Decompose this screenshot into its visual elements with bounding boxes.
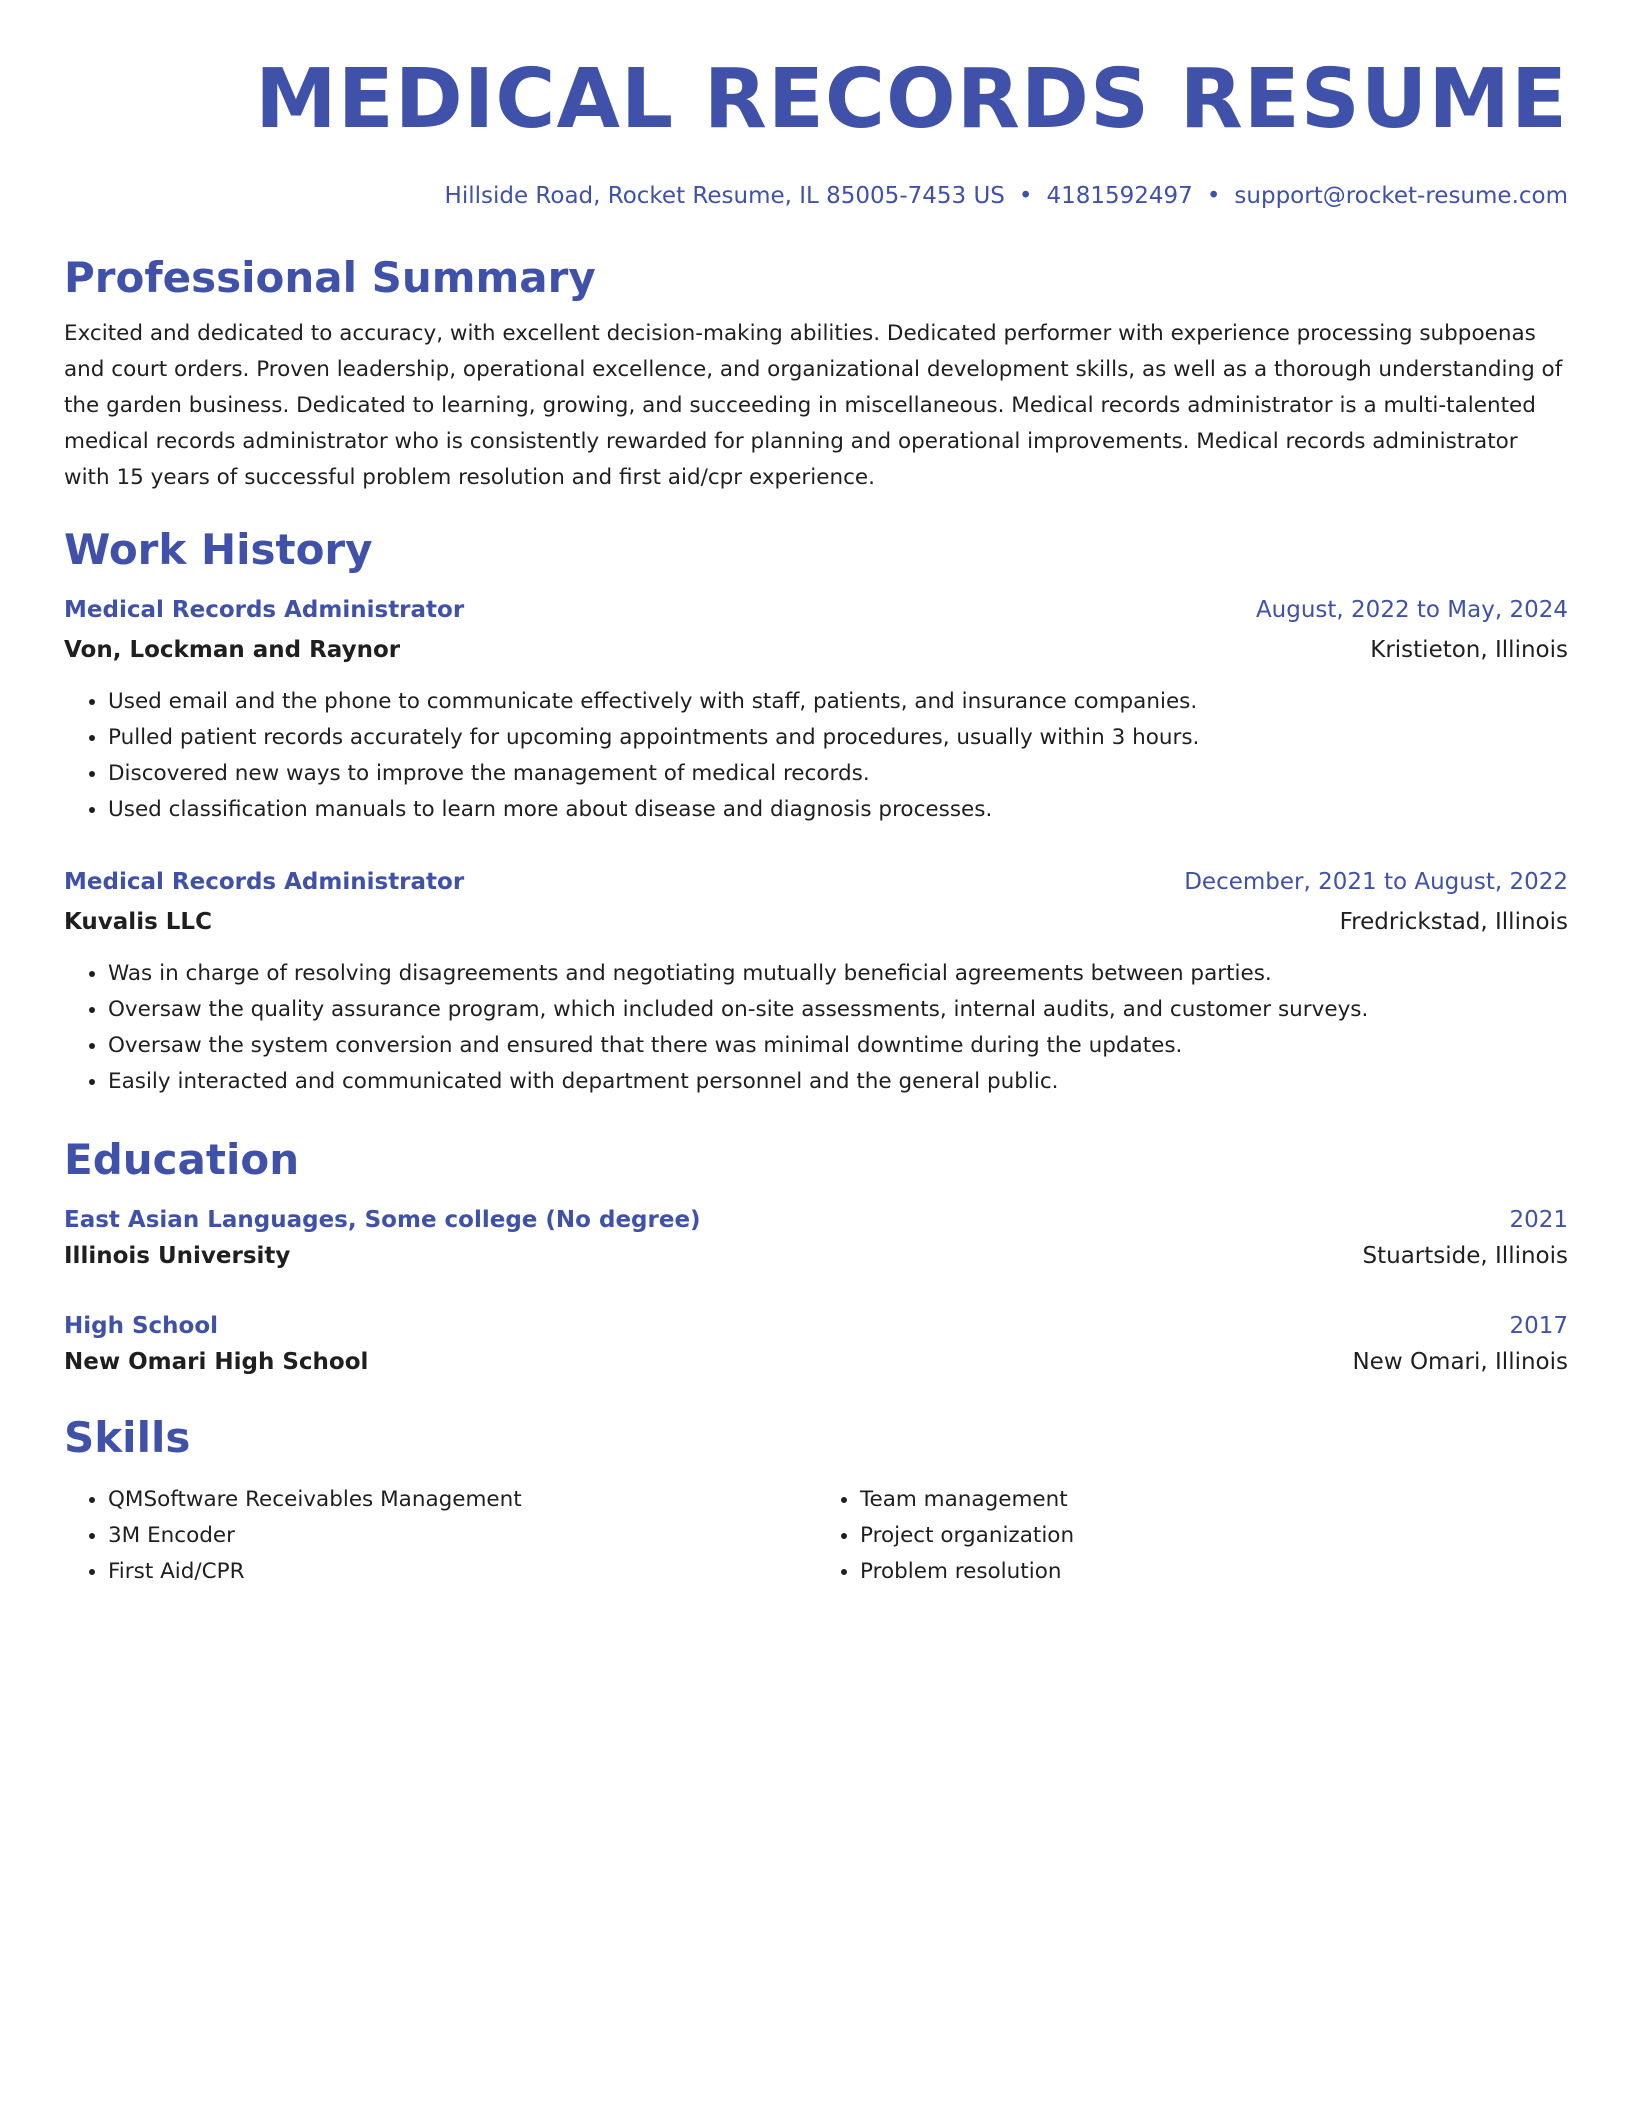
job-dates: August, 2022 to May, 2024 (1255, 597, 1568, 623)
contact-address: Hillside Road, Rocket Resume, IL 85005-7453 US (444, 183, 1005, 209)
education-degree-row (64, 1310, 1568, 1342)
skill-item: • Team management (860, 1482, 1568, 1518)
job-entry (64, 866, 1568, 1100)
job-company: Von, Lockman and Raynor (64, 637, 401, 663)
education-entry (64, 1204, 1568, 1272)
skills-grid (64, 1482, 1568, 1590)
job-location: Kristieton, Illinois (1370, 637, 1568, 663)
job-bullets (64, 684, 1568, 828)
job-entry (64, 594, 1568, 828)
skills-list-right (816, 1482, 1568, 1590)
job-company-row (64, 634, 1568, 666)
job-bullet: • Oversaw the system conversion and ensured that there was minimal downtime during the updates. (108, 1028, 1568, 1064)
skill-item: • 3M Encoder (108, 1518, 816, 1554)
job-bullet: • Used email and the phone to communicate effectively with staff, patients, and insurance companies. (108, 684, 1568, 720)
education-school-row (64, 1346, 1568, 1378)
skill-item: • QMSoftware Receivables Management (108, 1482, 816, 1518)
job-company: Kuvalis LLC (64, 909, 212, 935)
resume-title: MEDICAL RECORDS RESUME (255, 52, 1568, 147)
job-title: Medical Records Administrator (64, 597, 465, 623)
education-year: 2021 (1509, 1207, 1568, 1233)
skills-heading: Skills (64, 1413, 191, 1462)
education-degree: East Asian Languages, Some college (No degree) (64, 1207, 701, 1233)
summary-text: Excited and dedicated to accuracy, with excellent decision-making abilities. Dedicated performer with experience processing subpoenas and court orders. Proven leadership, operational excellence, and organizational development skills, as well as a thorough understanding of the garden business. Dedicated to learning, growing, and succeeding in miscellaneous. Medical records administrator is a multi-talented medical records administrator who is consistently rewarded for planning and operational improvements. Medical records administrator with 15 years of successful problem resolution and first aid/cpr experience. (64, 321, 1563, 490)
job-company-row (64, 906, 1568, 938)
contact-separator: • (1206, 183, 1221, 209)
contact-email: support@rocket-resume.com (1234, 183, 1568, 209)
summary-heading: Professional Summary (64, 253, 596, 302)
education-heading: Education (64, 1135, 300, 1184)
job-location: Fredrickstad, Illinois (1339, 909, 1568, 935)
job-title: Medical Records Administrator (64, 869, 465, 895)
education-school: Illinois University (64, 1243, 291, 1269)
job-title-row (64, 866, 1568, 898)
education-location: New Omari, Illinois (1352, 1349, 1568, 1375)
job-bullet: • Discovered new ways to improve the management of medical records. (108, 756, 1568, 792)
job-bullet: • Used classification manuals to learn more about disease and diagnosis processes. (108, 792, 1568, 828)
job-bullets (64, 956, 1568, 1100)
job-bullet: • Easily interacted and communicated with department personnel and the general public. (108, 1064, 1568, 1100)
education-location: Stuartside, Illinois (1362, 1243, 1568, 1269)
job-bullet: • Pulled patient records accurately for upcoming appointments and procedures, usually within 3 hours. (108, 720, 1568, 756)
education-school-row (64, 1240, 1568, 1272)
skills-list-left (64, 1482, 816, 1590)
job-bullet: • Was in charge of resolving disagreements and negotiating mutually beneficial agreements between parties. (108, 956, 1568, 992)
education-degree-row (64, 1204, 1568, 1236)
contact-phone: 4181592497 (1046, 183, 1193, 209)
education-degree: High School (64, 1313, 219, 1339)
job-dates: December, 2021 to August, 2022 (1184, 869, 1568, 895)
contact-separator: • (1018, 183, 1033, 209)
skill-item: • First Aid/CPR (108, 1554, 816, 1590)
job-bullet: • Oversaw the quality assurance program, which included on-site assessments, internal audits, and customer surveys. (108, 992, 1568, 1028)
skill-item: • Project organization (860, 1518, 1568, 1554)
skill-item: • Problem resolution (860, 1554, 1568, 1590)
job-title-row (64, 594, 1568, 626)
education-school: New Omari High School (64, 1349, 369, 1375)
contact-line (64, 180, 1568, 212)
education-entry (64, 1310, 1568, 1378)
work-history-heading: Work History (64, 525, 373, 574)
education-year: 2017 (1509, 1313, 1568, 1339)
